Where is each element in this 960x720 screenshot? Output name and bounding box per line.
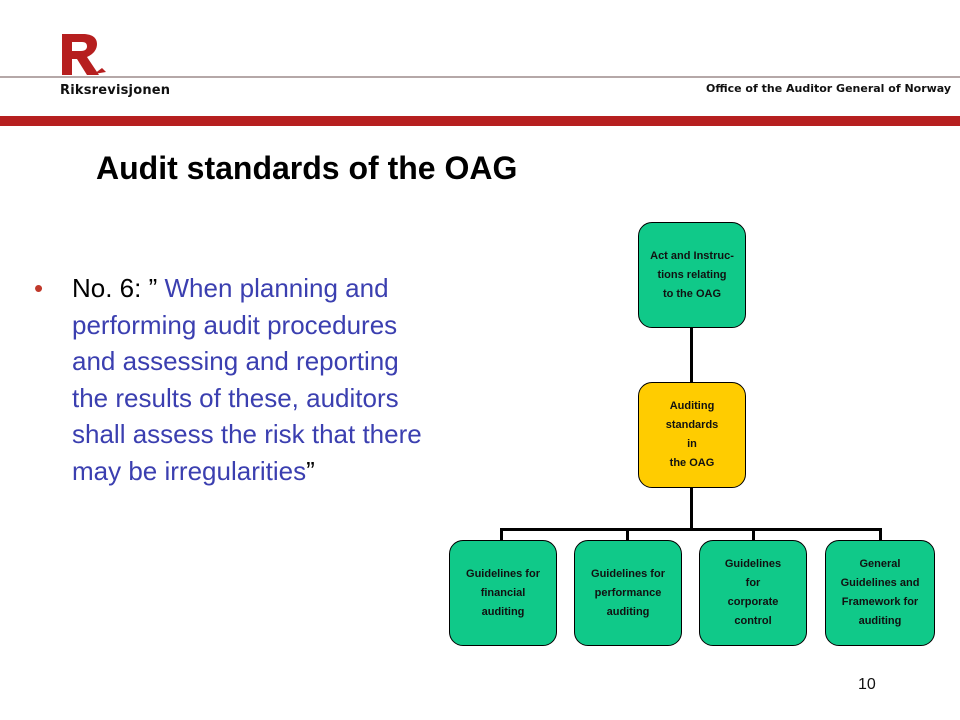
slide-title: Audit standards of the OAG xyxy=(96,150,518,186)
node-general-guidelines: General Guidelines and Framework for auditing xyxy=(825,540,935,646)
header-divider xyxy=(0,76,960,78)
connector-top-middle xyxy=(690,328,693,384)
bullet-quote: When planning and performing audit procedures and assessing and reporting the results of these, auditors shall assess the risk that there may be irregularities xyxy=(72,273,422,486)
bullet-suffix: ” xyxy=(306,455,315,486)
node-performance-auditing: Guidelines for performance auditing xyxy=(574,540,682,646)
bullet-prefix: No. 6: ” xyxy=(72,273,165,303)
node-financial-auditing: Guidelines for financial auditing xyxy=(449,540,557,646)
node-corporate-control: Guidelines for corporate control xyxy=(699,540,807,646)
page-number: 10 xyxy=(858,676,876,693)
bullet-text xyxy=(72,270,432,489)
organization-name: Office of the Auditor General of Norway xyxy=(706,82,952,95)
header-accent-bar xyxy=(0,116,960,126)
logo-text: Riksrevisjonen xyxy=(60,83,171,98)
node-auditing-standards: Auditing standards in the OAG xyxy=(638,382,746,488)
connector-middle-down xyxy=(690,488,693,530)
riksrevisjonen-logo-icon xyxy=(58,28,108,83)
connector-horizontal xyxy=(500,528,882,531)
node-act-and-instructions: Act and Instruc- tions relating to the OAG xyxy=(638,222,746,328)
bullet-marker: • xyxy=(34,273,44,303)
